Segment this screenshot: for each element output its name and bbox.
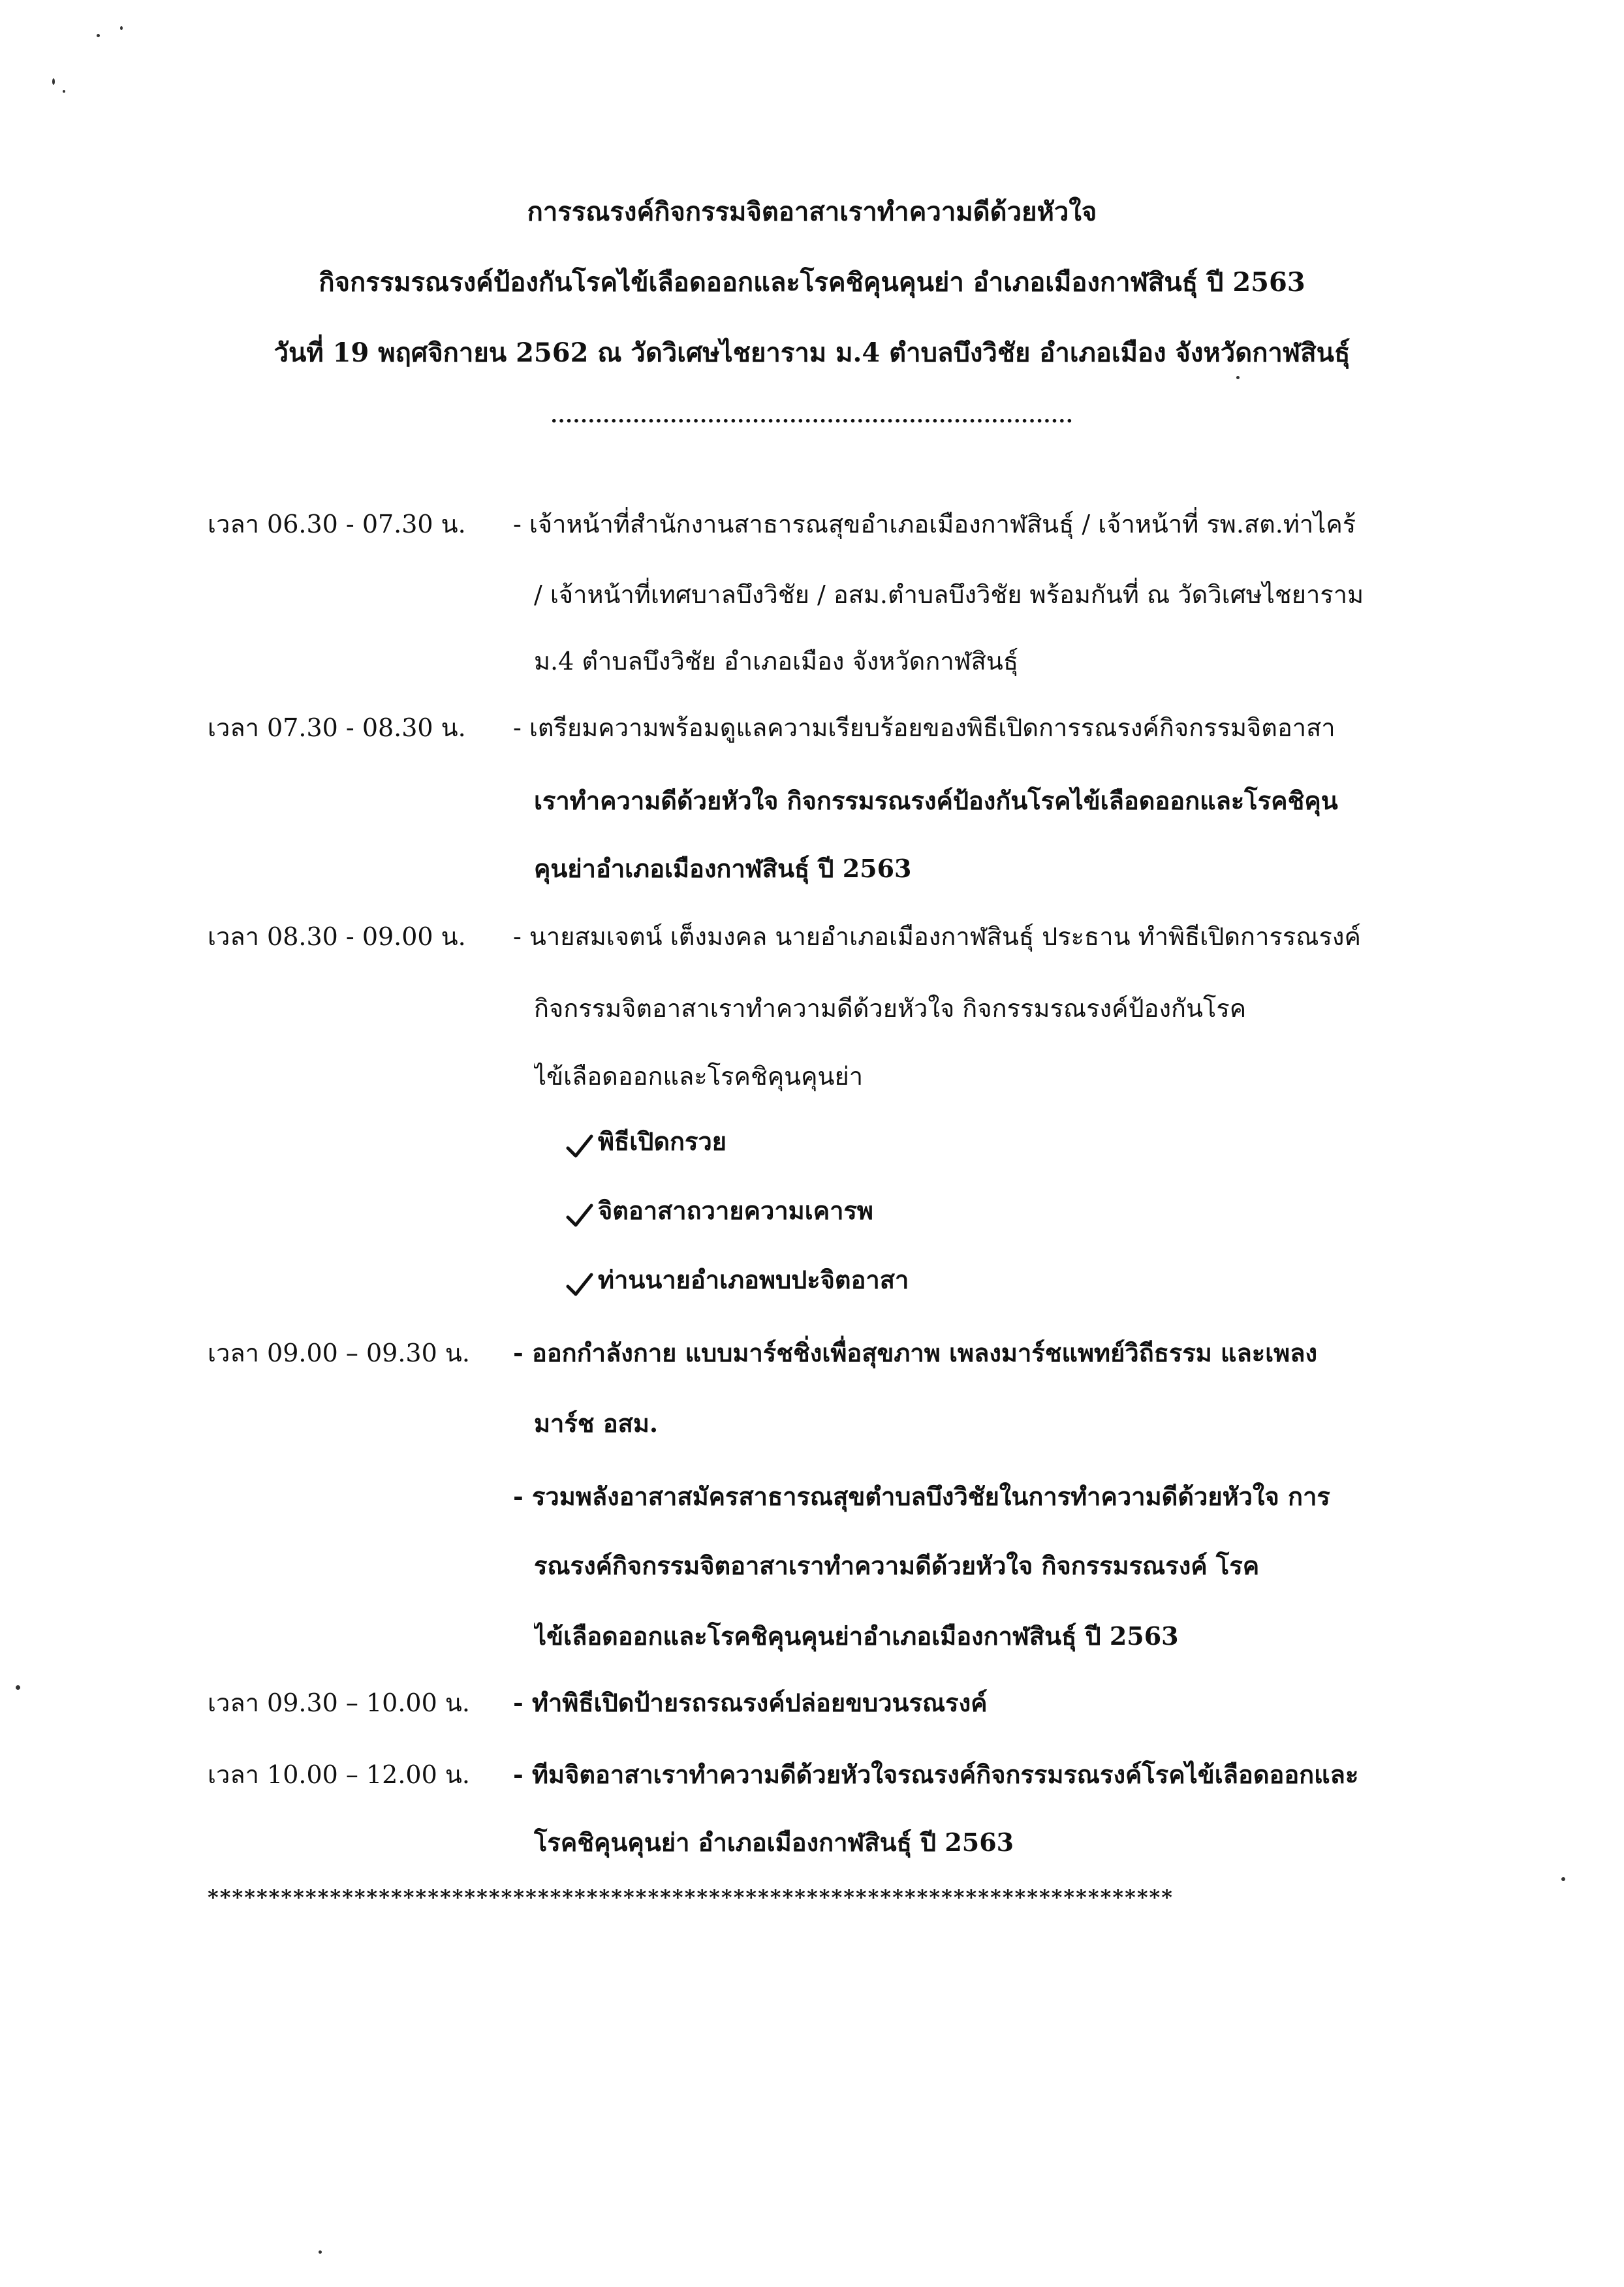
document-subtitle: กิจกรรมรณรงค์ป้องกันโรคไข้เลือดออกและโรคชิคุนคุนย่า อำเภอเมืองกาฬสินธุ์ ปี 2563 (319, 267, 1305, 298)
checkmark-icon (565, 1271, 594, 1299)
schedule-line: - ออกกำลังกาย แบบมาร์ชชิ่งเพื่อสุขภาพ เพลงมาร์ชแพทย์วิถีธรรม และเพลง (513, 1338, 1318, 1367)
schedule-line: ไข้เลือดออกและโรคชิคุนคุนย่า (534, 1062, 864, 1091)
scan-speck (63, 90, 65, 93)
schedule-line: / เจ้าหน้าที่เทศบาลบึงวิชัย / อสม.ตำบลบึงวิชัย พร้อมกันที่ ณ วัดวิเศษไชยาราม (534, 580, 1364, 609)
checklist-label: พิธีเปิดกรวย (598, 1127, 727, 1156)
checklist-item (565, 1260, 909, 1299)
scan-speck (319, 2250, 322, 2254)
schedule-time: เวลา 06.30 - 07.30 น. (208, 510, 466, 538)
document-title: การรณรงค์กิจกรรมจิตอาสาเราทำความดีด้วยหัวใจ (527, 196, 1097, 227)
checklist-item (565, 1121, 726, 1161)
schedule-line: - ทำพิธีเปิดป้ายรถรณรงค์ปล่อยขบวนรณรงค์ (513, 1688, 988, 1717)
schedule-line: กิจกรรมจิตอาสาเราทำความดีด้วยหัวใจ กิจกรรมรณรงค์ป้องกันโรค (534, 994, 1247, 1023)
header-separator: ...................................................................... (550, 405, 1074, 428)
schedule-line: - เจ้าหน้าที่สำนักงานสาธารณสุขอำเภอเมืองกาฬสินธุ์ / เจ้าหน้าที่ รพ.สต.ท่าไคร้ (513, 510, 1356, 538)
checkmark-icon (565, 1202, 594, 1230)
checkmark-icon (565, 1132, 594, 1161)
checklist-label: ท่านนายอำเภอพบปะจิตอาสา (598, 1265, 909, 1294)
schedule-line: รณรงค์กิจกรรมจิตอาสาเราทำความดีด้วยหัวใจ กิจกรรมรณรงค์ โรค (534, 1551, 1260, 1580)
schedule-line: โรคชิคุนคุนย่า อำเภอเมืองกาฬสินธุ์ ปี 2563 (534, 1828, 1014, 1857)
scan-speck (1236, 376, 1240, 379)
scan-speck (1561, 1877, 1565, 1881)
schedule-time: เวลา 07.30 - 08.30 น. (208, 713, 466, 742)
schedule-line: ม.4 ตำบลบึงวิชัย อำเภอเมือง จังหวัดกาฬสินธุ์ (534, 647, 1019, 676)
checklist-label: จิตอาสาถวายความเคารพ (598, 1196, 873, 1225)
scan-speck (16, 1685, 20, 1690)
schedule-line: - เตรียมความพร้อมดูแลความเรียบร้อยของพิธีเปิดการรณรงค์กิจกรรมจิตอาสา (513, 713, 1335, 742)
schedule-line: - ทีมจิตอาสาเราทำความดีด้วยหัวใจรณรงค์กิจกรรมรณรงค์โรคไข้เลือดออกและ (513, 1760, 1359, 1789)
document-date-location: วันที่ 19 พฤศจิกายน 2562 ณ วัดวิเศษไชยาราม ม.4 ตำบลบึงวิชัย อำเภอเมือง จังหวัดกาฬสินธุ์ (273, 337, 1351, 368)
schedule-line: คุนย่าอำเภอเมืองกาฬสินธุ์ ปี 2563 (534, 854, 912, 883)
scan-speck (52, 78, 55, 85)
schedule-line: - นายสมเจตน์ เต็งมงคล นายอำเภอเมืองกาฬสินธุ์ ประธาน ทำพิธีเปิดการรณรงค์ (513, 922, 1361, 951)
schedule-time: เวลา 09.30 – 10.00 น. (208, 1688, 470, 1717)
schedule-line: เราทำความดีด้วยหัวใจ กิจกรรมรณรงค์ป้องกันโรคไข้เลือดออกและโรคชิคุน (534, 786, 1338, 815)
schedule-line: - รวมพลังอาสาสมัครสาธารณสุขตำบลบึงวิชัยในการทำความดีด้วยหัวใจ การ (513, 1482, 1330, 1511)
schedule-time: เวลา 08.30 - 09.00 น. (208, 922, 466, 951)
schedule-time: เวลา 09.00 – 09.30 น. (208, 1339, 470, 1367)
checklist-item (565, 1190, 873, 1230)
scan-speck (120, 26, 123, 30)
schedule-time: เวลา 10.00 – 12.00 น. (208, 1760, 470, 1789)
footer-separator: ******************************************************************************* (208, 1885, 1174, 1910)
schedule-line: มาร์ช อสม. (534, 1408, 659, 1438)
schedule-line: ไข้เลือดออกและโรคชิคุนคุนย่าอำเภอเมืองกาฬสินธุ์ ปี 2563 (534, 1621, 1179, 1651)
scan-speck (97, 34, 100, 37)
